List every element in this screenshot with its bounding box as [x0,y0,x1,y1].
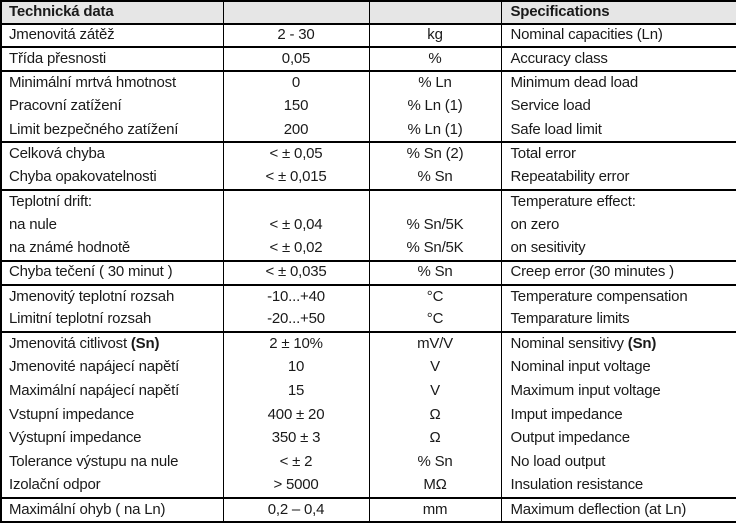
cell-unit: kg [369,24,501,48]
cell-value: -20...+50 [223,308,369,332]
table-row [1,356,736,380]
cell-label-cz: Izolační odpor [1,474,223,498]
cell-value: 150 [223,95,369,119]
table-row [1,237,736,261]
table-header-row [1,1,736,24]
table-row [1,427,736,451]
cell-unit: % Sn (2) [369,142,501,166]
table-row [1,379,736,403]
cell-unit: % Ln [369,71,501,95]
cell-label-cz: Chyba opakovatelnosti [1,166,223,190]
cell-value: < ± 2 [223,451,369,475]
cell-label-en: Minimum dead load [501,71,736,95]
cell-unit: % Sn [369,451,501,475]
cell-label-en: Nominal capacities (Ln) [501,24,736,48]
cell-label-cz: Maximální napájecí napětí [1,379,223,403]
cell-label-en: Temparature limits [510,310,630,328]
cell-label-en: Repeatability error [510,168,630,186]
cell-value: 350 ± 3 [223,427,369,451]
cell-unit: V [369,356,501,380]
cell-value: 2 - 30 [223,24,369,48]
cell-label-cz: Třída přesnosti [1,47,223,71]
cell-label-en: Nominal sensitivy (Sn) [501,332,736,356]
cell-unit: mm [369,498,501,522]
table-row [1,498,736,522]
cell-label-cz: Jmenovité napájecí napětí [1,356,223,380]
table-row [1,261,736,285]
cell-unit: V [369,379,501,403]
cell-value: < ± 0,015 [223,166,369,190]
cell-unit: mV/V [369,332,501,356]
cell-value: < ± 0,04 [223,213,369,237]
cell-label-en: No load output [510,453,606,471]
table-row [1,213,736,237]
cell-label-cz: Pracovní zatížení [1,95,223,119]
cell-value: 0 [223,71,369,95]
cell-label-en: on sesitivity [510,239,586,257]
cell-value: < ± 0,02 [223,237,369,261]
table-row [1,71,736,95]
cell-label-cz: na známé hodnotě [1,237,223,261]
cell-label-cz: Chyba tečení ( 30 minut ) [1,261,223,285]
cell-label-en-bold: (Sn) [627,335,657,353]
cell-label-cz: Jmenovitá citlivost (Sn) [1,332,223,356]
cell-value: 10 [223,356,369,380]
cell-label-en: Maximum input voltage [510,382,661,400]
cell-label-en: Insulation resistance [510,476,644,494]
spec-table-body [1,1,736,522]
cell-label-cz: Limitní teplotní rozsah [1,308,223,332]
table-row [1,190,736,214]
cell-label-cz: Minimální mrtvá hmotnost [1,71,223,95]
cell-value: 2 ± 10% [223,332,369,356]
cell-value: 0,2 – 0,4 [223,498,369,522]
cell-unit: °C [369,285,501,309]
cell-label-en: on zero [510,216,560,233]
cell-label-cz: Limit bezpečného zatížení [1,119,223,143]
cell-label-en: Imput impedance [510,405,623,423]
cell-label-en: Temperature effect: [501,190,736,214]
cell-label-en: Total error [501,142,736,166]
cell-label-cz: Vstupní impedance [1,403,223,427]
table-row [1,308,736,332]
cell-value: < ± 0,05 [223,142,369,166]
table-row [1,119,736,143]
cell-label-cz: na nule [1,213,223,237]
cell-label-cz: Maximální ohyb ( na Ln) [1,498,223,522]
table-row [1,47,736,71]
table-row [1,166,736,190]
cell-unit: % [369,47,501,71]
cell-value: 0,05 [223,47,369,71]
cell-label-en: Accuracy class [501,47,736,71]
cell-value: 200 [223,119,369,143]
cell-value: < ± 0,035 [223,261,369,285]
cell-unit: % Sn/5K [369,237,501,261]
table-header-value [223,1,369,24]
table-header-czech: Technická data [1,1,223,24]
cell-value: > 5000 [223,474,369,498]
cell-label-cz: Celková chyba [1,142,223,166]
cell-label-en: Nominal input voltage [510,358,651,376]
table-header-unit [369,1,501,24]
cell-label-en: Service load [510,97,591,115]
cell-label-en: Maximum deflection (at Ln) [501,498,736,522]
cell-label-cz: Jmenovitý teplotní rozsah [1,285,223,309]
cell-label-en: Creep error (30 minutes ) [501,261,736,285]
cell-unit [369,190,501,214]
table-row [1,451,736,475]
cell-unit: Ω [369,403,501,427]
cell-label-cz: Výstupní impedance [1,427,223,451]
cell-value [223,190,369,214]
cell-value: -10...+40 [223,285,369,309]
cell-value: 400 ± 20 [223,403,369,427]
cell-unit: MΩ [369,474,501,498]
cell-unit: Ω [369,427,501,451]
table-row [1,474,736,498]
cell-label-cz: Tolerance výstupu na nule [1,451,223,475]
cell-unit: % Sn [369,166,501,190]
cell-label-cz: Jmenovitá zátěž [1,24,223,48]
table-row [1,95,736,119]
table-row [1,403,736,427]
cell-unit: % Sn/5K [369,213,501,237]
cell-label-en: Safe load limit [510,120,602,138]
table-header-english: Specifications [501,1,736,24]
cell-unit: % Sn [369,261,501,285]
cell-label-en: Temperature compensation [501,285,736,309]
cell-unit: °C [369,308,501,332]
table-row [1,24,736,48]
cell-unit: % Ln (1) [369,95,501,119]
cell-label-cz: Teplotní drift: [1,190,223,214]
table-row [1,285,736,309]
cell-label-cz-bold: (Sn) [130,335,160,353]
cell-value: 15 [223,379,369,403]
cell-label-en: Output impedance [510,429,630,447]
cell-unit: % Ln (1) [369,119,501,143]
table-row [1,332,736,356]
table-row [1,142,736,166]
